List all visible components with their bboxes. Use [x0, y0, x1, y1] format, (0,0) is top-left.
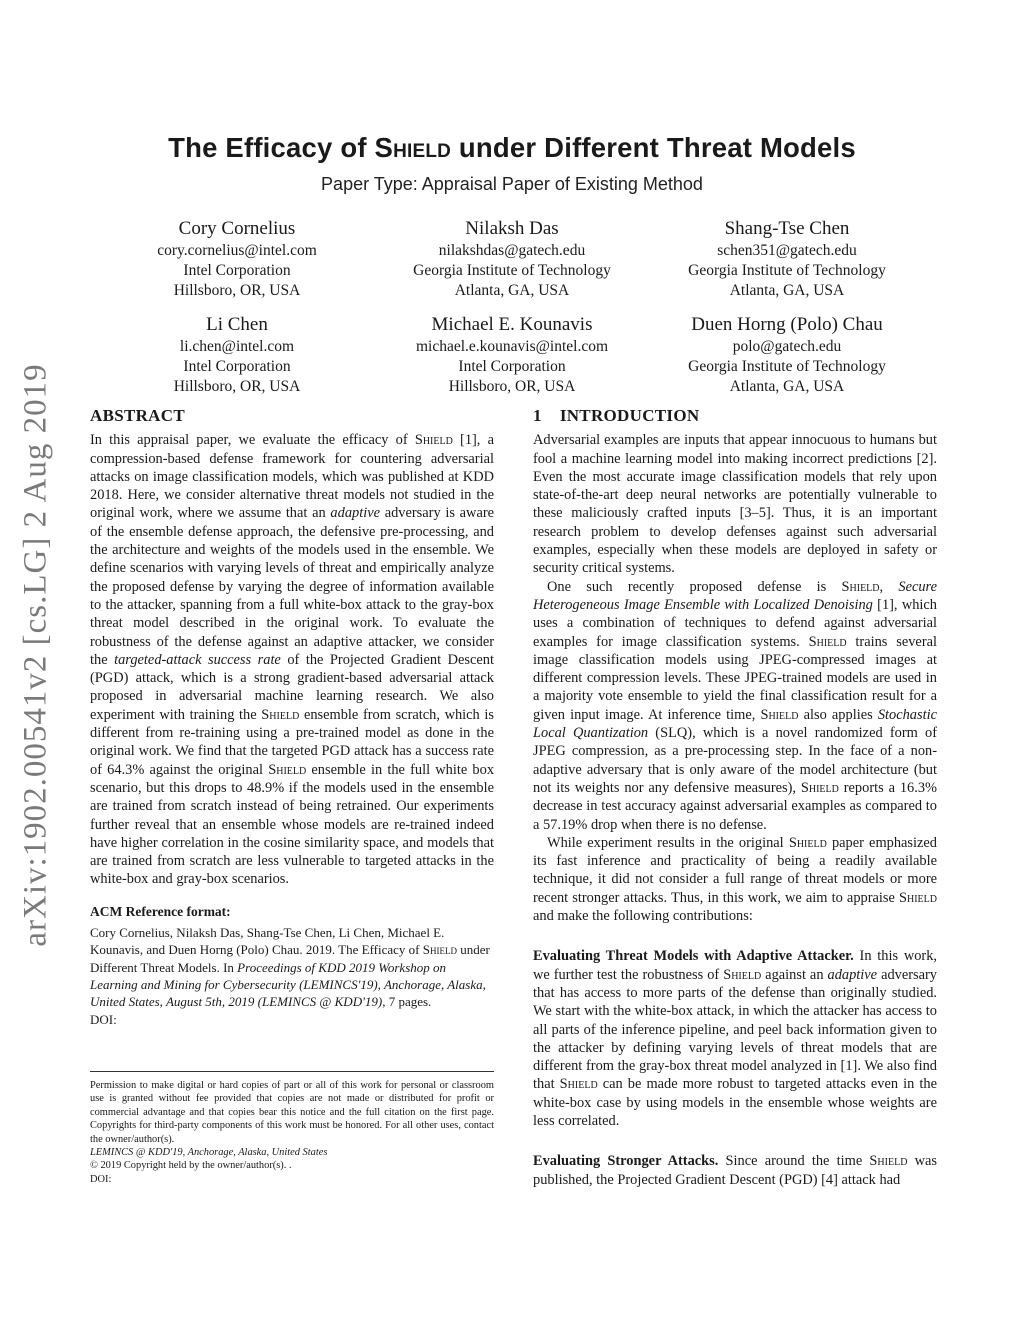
author-name: Shang-Tse Chen	[724, 218, 850, 239]
acm-doi: DOI:	[90, 1011, 117, 1027]
run-in-heading: Evaluating Stronger Attacks.	[533, 1153, 719, 1170]
shield-name: Shield	[808, 633, 847, 650]
permission-footnote	[90, 1071, 494, 1186]
text-run: paper emphasized its fast inference and practicality of being a readily available technique, it did not consider a full range of threat models or more recent stronger attacks. Thus, in this work, we aim to appraise	[533, 834, 937, 906]
text-run: was published, the Projected Gradient Descent (PGD) [4] attack had	[533, 1153, 937, 1188]
author-name: Nilaksh Das	[465, 218, 559, 239]
title-part: under Different Threat Models	[451, 132, 856, 163]
shield-name: Shield	[869, 1153, 908, 1170]
text-run: of the Projected Gradient Descent (PGD) attack, which is a strong gradient-based adversarial attack proposed in adversarial machine learning research. We also experiment with training the	[90, 651, 494, 723]
intro-paragraph	[533, 834, 937, 925]
shield-name: Shield	[760, 706, 799, 723]
contribution-paragraph	[533, 947, 937, 1130]
text-run: One such recently proposed defense is	[547, 578, 842, 595]
shield-name: Shield	[841, 578, 880, 595]
shield-name: Shield	[559, 1076, 598, 1093]
author-location: Hillsboro, OR, USA	[173, 282, 301, 299]
venue-line: LEMINCS @ KDD'19, Anchorage, Alaska, United States	[90, 1147, 328, 1159]
emphasis: adaptive	[330, 505, 380, 522]
text-run: ensemble from scratch, which is different from re-training using a pre-trained model as done in the original work. We find that the targeted PGD attack has a success rate of 64.3% against the original	[90, 706, 495, 778]
author-name: Cory Cornelius	[178, 218, 296, 239]
author-block	[657, 313, 917, 397]
author-location: Hillsboro, OR, USA	[173, 378, 301, 395]
contribution-paragraph	[533, 1152, 937, 1189]
author-affiliation: Intel Corporation	[183, 262, 291, 279]
author-email: nilakshdas@gatech.edu	[438, 242, 586, 259]
author-email: polo@gatech.edu	[732, 338, 842, 355]
text-run: and make the following contributions:	[533, 908, 753, 925]
text-run: In this work, we further test the robustness of	[533, 948, 937, 983]
copyright-line: © 2019 Copyright held by the owner/author(s). .	[90, 1160, 292, 1172]
author-email: michael.e.kounavis@intel.com	[415, 338, 609, 355]
text-run: can be made more robust to targeted attacks even in the white-box case by using models in the ensemble whose weights are less correlated.	[533, 1076, 937, 1129]
shield-name: Shield	[422, 942, 457, 958]
author-location: Atlanta, GA, USA	[454, 282, 570, 299]
acm-reference-text	[90, 924, 494, 1010]
author-affiliation: Intel Corporation	[458, 358, 566, 375]
text-run: Since around the time	[718, 1153, 870, 1170]
title-shield: Shield	[374, 132, 452, 163]
author-affiliation: Georgia Institute of Technology	[413, 262, 611, 279]
author-name: Duen Horng (Polo) Chau	[691, 314, 883, 335]
paper-type: Paper Type: Appraisal Paper of Existing Method	[321, 174, 703, 194]
section-title: INTRODUCTION	[559, 406, 700, 425]
shield-name: Shield	[800, 779, 839, 796]
shield-name: Shield	[268, 761, 307, 778]
author-name: Michael E. Kounavis	[431, 314, 593, 335]
shield-name: Shield	[899, 889, 937, 906]
author-email: cory.cornelius@intel.com	[157, 242, 317, 259]
text-run: trains several image classification models using JPEG-compressed images at different compression levels. These JPEG-trained models are used in a majority vote ensemble to yield the final classification result for a given input image. At inference time,	[533, 633, 937, 723]
acm-reference-heading: ACM Reference format:	[90, 903, 231, 919]
right-column	[533, 407, 937, 1189]
author-email: li.chen@intel.com	[179, 338, 295, 355]
text-run: While experiment results in the original	[547, 834, 789, 851]
shield-name: Shield	[414, 432, 453, 449]
emphasis: Proceedings of KDD 2019 Workshop on Learning and Mining for Cybersecurity (LEMINCS'19), Anchorage, Alaska, United States, August 5th, 2019 (LEMINCS @ KDD'19),	[90, 959, 486, 1010]
author-block	[382, 217, 642, 301]
text-run: ensemble in the full white box scenario, but this drops to 48.9% if the models used in the ensemble are trained from scratch instead of being retrained. Our experiments further reveal that an ensemble whose models are re-trained indeed have higher correlation in the cosine similarity space, and models that are trained from scratch are less vulnerable to targeted attacks in the white-box and gray-box scenarios.	[90, 761, 495, 888]
author-affiliation: Intel Corporation	[183, 358, 291, 375]
author-location: Atlanta, GA, USA	[729, 282, 845, 299]
author-block	[107, 313, 367, 397]
emphasis: Secure Heterogeneous Image Ensemble with Localized Denoising	[533, 578, 937, 613]
title-part: The Efficacy of	[168, 132, 375, 163]
arxiv-identifier	[8, 355, 64, 955]
author-affiliation: Georgia Institute of Technology	[688, 262, 886, 279]
author-block	[107, 217, 367, 301]
text-run: Cory Cornelius, Nilaksh Das, Shang-Tse Chen, Li Chen, Michael E. Kounavis, and Duen Horng (Polo) Chau. 2019. The Efficacy of	[90, 925, 445, 958]
text-run: adversary that has access to more parts of the defense than originally studied. We start with the white-box attack, in which the attacker has access to all parts of the inference pipeline, and peel back information given to the attacker by defining varying levels of threat models that are different from the gray-box threat model analyzed in [1]. We also find that	[533, 966, 938, 1093]
text-run: against an	[761, 966, 828, 983]
shield-name: Shield	[261, 706, 300, 723]
section-number: 1	[533, 406, 542, 425]
intro-paragraph: Adversarial examples are inputs that appear innocuous to humans but fool a machine learning model into making incorrect predictions [2]. Even the most accurate image classification models that rely upon state-of-the-art deep neural networks are potentially vulnerable to these maliciously crafted inputs [3–5]. Thus, it is an important research problem to develop defenses against such adversarial examples, especially when these models are deployed in safety or security critical systems.	[533, 432, 937, 577]
text-run: [1], a compression-based defense framework for countering adversarial attacks on image classification models, which was published at KDD 2018. Here, we consider alternative threat models not studied in the original work, where we assume that an	[90, 432, 494, 522]
shield-name: Shield	[723, 966, 762, 983]
author-location: Hillsboro, OR, USA	[448, 378, 576, 395]
author-affiliation: Georgia Institute of Technology	[688, 358, 886, 375]
author-name: Li Chen	[206, 314, 268, 335]
introduction-heading	[533, 407, 937, 425]
left-column	[90, 407, 494, 1028]
arxiv-identifier-text: arXiv:1902.00541v2 [cs.LG] 2 Aug 2019	[17, 363, 54, 947]
text-run: also applies	[798, 706, 878, 723]
text-run: reports a 16.3% decrease in test accuracy against adversarial examples as compared to a 57.19% drop when there is no defense.	[533, 779, 938, 833]
shield-name: Shield	[788, 834, 827, 851]
author-location: Atlanta, GA, USA	[729, 378, 845, 395]
permission-text: Permission to make digital or hard copies of part or all of this work for personal or classroom use is granted without fee provided that copies are not made or distributed for profit or commercial advantage and that copies bear this notice and the full citation on the first page. Copyrights for third-party components of this work must be honored. For all other uses, contact the owner/author(s).	[90, 1080, 494, 1145]
intro-paragraph: One such recently proposed defense is Shield, Secure Heterogeneous Image Ensemble with Localized Denoising [1], which uses a combination of techniques to defend against adversarial examples for image classification systems. Shield trains several image classification models using JPEG-compressed images at different compression levels. These JPEG-trained models are used in a majority vote ensemble to yield the final classification result for a given input image. At inference time, Shield also applies Stochastic Local Quantization (SLQ), which is a novel randomized form of JPEG compression, as a pre-processing step. In the face of a non-adaptive adversary that is only aware of the model architecture (but not its weights nor any defensive measures), Shield reports a 16.3% decrease in test accuracy against adversarial examples as compared to a 57.19% drop when there is no defense.	[533, 578, 938, 833]
footnote-doi: DOI:	[90, 1173, 112, 1185]
abstract-text	[90, 431, 494, 888]
paper-title	[90, 132, 934, 164]
author-email: schen351@gatech.edu	[717, 242, 857, 259]
emphasis: Stochastic Local Quantization	[533, 706, 937, 742]
emphasis: adaptive	[827, 966, 878, 983]
text-run: [1], which uses a combination of techniques to defend against adversarial examples for image classification systems.	[533, 596, 937, 650]
author-block	[657, 217, 917, 301]
author-block	[382, 313, 642, 397]
text-run: adversary is aware of the ensemble defense approach, the defensive pre-processing, and the architecture and weights of the models used in the ensemble. We define scenarios with varying levels of threat and empirically analyze the proposed defense by varying the degree of information available to the attacker, spanning from a full white-box attack to the gray-box threat model described in the original work. To evaluate the robustness of the defense against an adaptive attacker, we consider the	[90, 505, 495, 668]
text-run: 7 pages.	[385, 994, 432, 1010]
run-in-heading: Evaluating Threat Models with Adaptive Attacker.	[533, 948, 854, 965]
text-run: (SLQ), which is a novel randomized form of JPEG compression, as a pre-processing step. In the face of a non-adaptive adversary that is only aware of the model architecture (but not its weights nor any defensive measures),	[533, 725, 937, 796]
abstract-heading: ABSTRACT	[90, 406, 185, 425]
emphasis: targeted-attack success rate	[114, 651, 281, 668]
text-run: In this appraisal paper, we evaluate the efficacy of	[90, 432, 415, 449]
text-run: under Different Threat Models. In	[90, 942, 490, 975]
